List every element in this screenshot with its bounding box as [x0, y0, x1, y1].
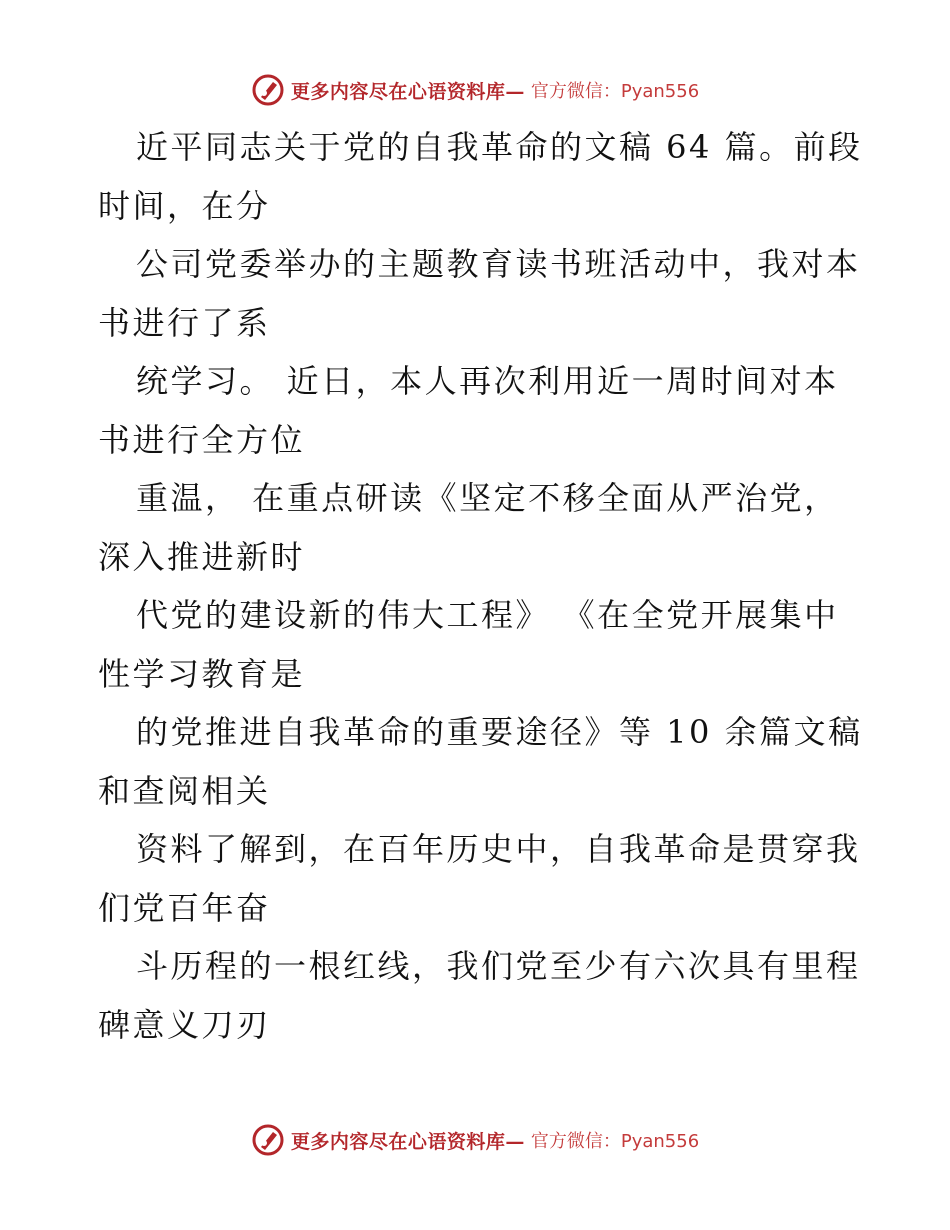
- header-watermark: [0, 70, 950, 110]
- text-line: 公司党委举办的主题教育读书班活动中，我对本: [136, 245, 861, 283]
- footer-watermark: [0, 1120, 950, 1160]
- pen-logo-icon: [251, 73, 285, 107]
- text-line: 的党推进自我革命的重要途径》等 10 余篇文稿: [136, 713, 863, 751]
- text-line: 性学习教育是: [98, 654, 306, 693]
- pen-logo-icon: [251, 1123, 285, 1157]
- text-line: 和查阅相关: [98, 771, 271, 810]
- watermark-contact: 官方微信：Pyan556: [530, 81, 700, 102]
- text-line: 书进行全方位: [98, 420, 306, 459]
- text-line: 深入推进新时: [98, 537, 306, 576]
- document-body: [98, 118, 863, 1054]
- watermark-text: 更多内容尽在心语资料库—: [290, 80, 525, 103]
- text-line: 统学习。 近日，本人再次利用近一周时间对本: [136, 362, 839, 400]
- text-line: 书进行了系: [98, 303, 271, 342]
- text-line: 时间，在分: [98, 186, 271, 225]
- text-line: 代党的建设新的伟大工程》 《在全党开展集中: [136, 596, 839, 634]
- text-line: 碑意义刀刃: [98, 1005, 271, 1044]
- watermark-contact: 官方微信：Pyan556: [530, 1131, 700, 1152]
- text-line: 们党百年奋: [98, 888, 271, 927]
- watermark-text: 更多内容尽在心语资料库—: [290, 1130, 525, 1153]
- text-line: 资料了解到，在百年历史中，自我革命是贯穿我: [136, 830, 861, 868]
- text-line: 斗历程的一根红线，我们党至少有六次具有里程: [136, 947, 861, 985]
- text-line: 近平同志关于党的自我革命的文稿 64 篇。前段: [136, 128, 863, 166]
- text-line: 重温， 在重点研读《坚定不移全面从严治党，: [136, 479, 839, 517]
